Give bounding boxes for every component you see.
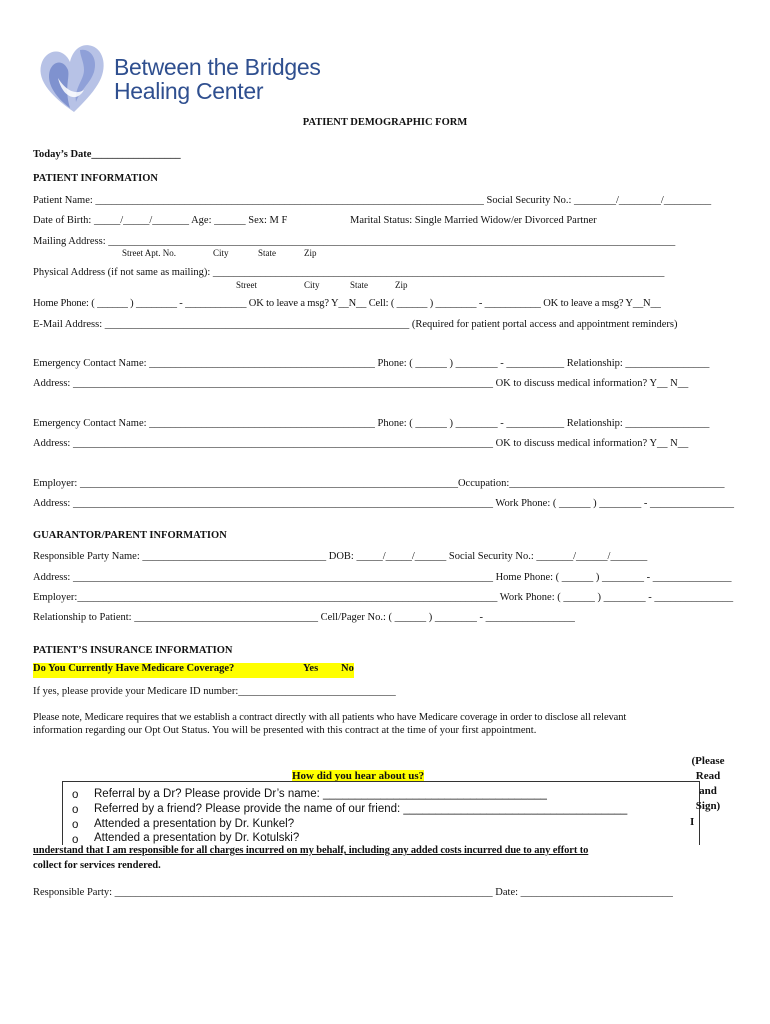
side-note-i: I [690,816,695,828]
mailing-sub-city: City [213,248,229,258]
side-note-1: (Please [691,755,725,767]
logo-line-1: Between the Bridges [114,54,321,80]
medicare-question [33,663,354,678]
logo [34,38,324,118]
heart-hands-icon [34,38,116,118]
medicare-note-line-1: Please note, Medicare requires that we establish a contract directly with all patients who have Medicare coverage in order to disclose all relevant [33,712,627,723]
form-title: PATIENT DEMOGRAPHIC FORM [302,117,468,128]
side-note-4: Sign) [695,800,721,812]
hear-bullet-2: o [72,804,79,816]
mailing-sub-zip: Zip [304,248,317,258]
side-note-2: Read [695,770,721,782]
emergency-contact-2-field[interactable]: Emergency Contact Name: ___________________________________________ Phone: ( ______ ) ________ - ___________ Relationship: ________________ [33,418,710,429]
phone-field[interactable]: Home Phone: ( ______ ) ________ - ____________ OK to leave a msg? Y__N__ Cell: ( ______ ) ________ - ___________ OK to leave a msg? Y__N__ [33,298,661,309]
email-field[interactable]: E-Mail Address: __________________________________________________________ (Required for patient portal access and appointment reminders) [33,319,678,330]
medicare-note-line-2: information regarding our Opt Out Status. You will be presented with this contract at the time of your first appointment. [33,725,537,736]
responsible-party-field[interactable]: Responsible Party Name: ___________________________________ DOB: _____/_____/______ Social Security No.: _______/______/_______ [33,551,648,562]
physical-sub-street: Street [236,280,257,290]
hear-option-kotulski[interactable]: Attended a presentation by Dr. Kotulski? [94,832,300,844]
hear-bullet-3: o [72,819,79,831]
mailing-address-field[interactable]: Mailing Address: ____________________________________________________________________________________________________________ [33,236,676,247]
medicare-yes-option[interactable]: Yes [303,663,319,674]
physical-sub-state: State [350,280,368,290]
guarantor-employer-field[interactable]: Employer:________________________________________________________________________________ Work Phone: ( ______ ) ________ - _______________ [33,592,734,603]
logo-line-2: Healing Center [114,78,264,104]
medicare-question-text: Do You Currently Have Medicare Coverage? [33,663,235,674]
hear-bullet-4: o [72,834,79,846]
guarantor-heading: GUARANTOR/PARENT INFORMATION [33,530,227,541]
hear-option-referral-friend[interactable]: Referred by a friend? Please provide the name of our friend: ___________________________________ [94,803,628,815]
medicare-no-option[interactable]: No [341,663,354,674]
physical-sub-zip: Zip [395,280,408,290]
responsible-party-signature-field[interactable]: Responsible Party: ________________________________________________________________________ Date: _____________________________ [33,887,673,898]
dob-age-sex-field[interactable]: Date of Birth: _____/_____/_______ Age: ______ Sex: M F [33,215,288,226]
marital-status-field[interactable]: Marital Status: Single Married Widow/er Divorced Partner [350,215,597,226]
physical-address-field[interactable]: Physical Address (if not same as mailing): ______________________________________________________________________________________ [33,267,665,278]
relationship-field[interactable]: Relationship to Patient: ___________________________________ Cell/Pager No.: ( ______ ) ________ - _________________ [33,612,575,623]
patient-name-ssn-field[interactable]: Patient Name: __________________________________________________________________________ Social Security No.: ________/________/_________ [33,195,712,206]
employer-address-field[interactable]: Address: ________________________________________________________________________________ Work Phone: ( ______ ) ________ - ________________ [33,498,734,509]
medicare-id-field[interactable]: If yes, please provide your Medicare ID number:______________________________ [33,686,396,697]
physical-sub-city: City [304,280,320,290]
mailing-sub-street: Street Apt. No. [122,248,176,258]
guarantor-address-field[interactable]: Address: ________________________________________________________________________________ Home Phone: ( ______ ) ________ - _______________ [33,572,732,583]
responsibility-line-2: collect for services rendered. [33,860,161,871]
please-read-sign-note [680,754,736,814]
emergency-contact-1-field[interactable]: Emergency Contact Name: ___________________________________________ Phone: ( ______ ) ________ - ___________ Relationship: ________________ [33,358,710,369]
todays-date-field[interactable]: Today’s Date_________________ [33,149,181,160]
responsibility-line-1: understand that I am responsible for all charges incurred on my behalf, including any added costs incurred due to any effort to [33,845,589,856]
employer-occupation-field[interactable]: Employer: ________________________________________________________________________Occupation:_________________________________________ [33,478,725,489]
side-note-3: and [699,785,717,797]
emergency-address-1-field[interactable]: Address: ________________________________________________________________________________ OK to discuss medical information? Y__ N__ [33,378,689,389]
emergency-address-2-field[interactable]: Address: ________________________________________________________________________________ OK to discuss medical information? Y__ N__ [33,438,689,449]
patient-info-heading: PATIENT INFORMATION [33,173,158,184]
hear-bullet-1: o [72,789,79,801]
hear-option-referral-dr[interactable]: Referral by a Dr? Please provide Dr’s name: ___________________________________ [94,788,547,800]
mailing-sub-state: State [258,248,276,258]
hear-about-title: How did you hear about us? [292,770,425,782]
insurance-heading: PATIENT’S INSURANCE INFORMATION [33,645,233,656]
hear-option-kunkel[interactable]: Attended a presentation by Dr. Kunkel? [94,818,295,830]
